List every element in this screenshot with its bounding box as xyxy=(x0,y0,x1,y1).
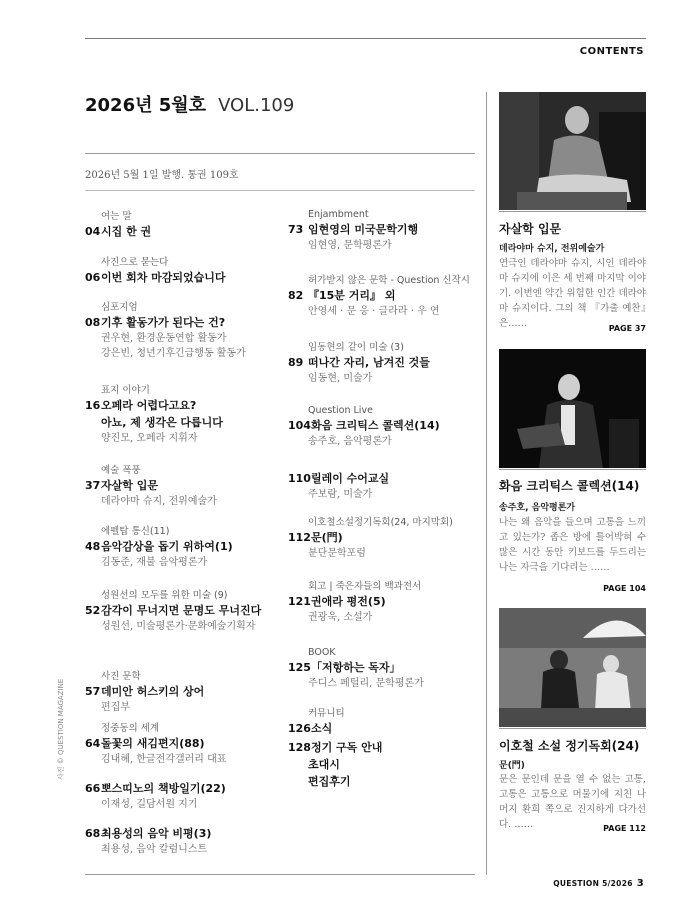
toc-page-number: 08 xyxy=(85,316,101,329)
toc-line xyxy=(288,417,488,434)
toc-page-number: 06 xyxy=(85,271,101,284)
toc-title: 최용성의 음악 비평(3) xyxy=(101,827,212,840)
toc-entry[interactable] xyxy=(288,404,488,449)
toc-entry[interactable] xyxy=(288,516,488,561)
toc-line xyxy=(85,269,285,286)
toc-line xyxy=(288,221,488,238)
toc-category: Question Live xyxy=(308,405,373,416)
toc-category: 허가받지 않은 문학 - Question 신작시 xyxy=(308,275,470,286)
toc-author: 편집부 xyxy=(101,702,130,713)
sidebar-divider xyxy=(486,92,487,875)
toc-author: 이재성, 길담서원 지기 xyxy=(101,799,198,810)
toc-entry[interactable] xyxy=(85,670,285,715)
toc-category: 에펠탑 통신(11) xyxy=(101,526,170,537)
toc-page-number: 82 xyxy=(288,289,304,302)
toc-page-number: 68 xyxy=(85,827,101,840)
toc-author: 임동현, 미술가 xyxy=(308,373,373,384)
toc-entry[interactable] xyxy=(288,707,488,737)
toc-title: 시집 한 권 xyxy=(101,225,152,238)
toc-category: 표지 이야기 xyxy=(101,385,150,396)
top-rule xyxy=(85,38,646,39)
toc-entry[interactable] xyxy=(85,464,285,509)
toc-line xyxy=(288,593,488,610)
feature-photo-terayama xyxy=(499,92,646,210)
toc-title: 음악감상을 돕기 위하여(1) xyxy=(101,540,233,553)
toc-page-number: 126 xyxy=(288,722,311,735)
toc-page-number: 66 xyxy=(85,782,101,795)
toc-line xyxy=(85,683,285,700)
toc-line xyxy=(288,739,488,756)
toc-page-number: 125 xyxy=(288,661,311,674)
toc-entry[interactable] xyxy=(288,580,488,625)
toc-line xyxy=(85,735,285,752)
toc-extra-title: 편집후기 xyxy=(308,775,351,788)
toc-author: 김내혜, 한글전각갤러리 대표 xyxy=(101,754,227,765)
feature-photo-reading xyxy=(499,608,646,727)
toc-page-number: 104 xyxy=(288,419,311,432)
toc-entry[interactable] xyxy=(85,722,285,767)
feature2-title: 화음 크리틱스 콜렉션(14) xyxy=(499,479,640,493)
toc-entry[interactable] xyxy=(288,739,488,790)
feature2-page: PAGE 104 xyxy=(603,584,646,593)
toc-entry[interactable] xyxy=(85,589,285,634)
toc-line xyxy=(288,659,488,676)
issue-title xyxy=(85,91,294,117)
toc-category: 정중동의 세계 xyxy=(101,723,160,734)
toc-title: 감각이 무너지면 문명도 무너진다 xyxy=(101,604,262,617)
toc-subtitle: 아뇨, 제 생각은 다릅니다 xyxy=(101,416,223,429)
toc-page-number: 57 xyxy=(85,685,101,698)
toc-title: 『15분 거리』 외 xyxy=(308,289,396,302)
toc-title: 데미안 허스키의 상어 xyxy=(101,685,205,698)
toc-page-number: 73 xyxy=(288,223,304,236)
toc-category: 사진으로 묻는다 xyxy=(101,257,169,268)
toc-author: 임현영, 문학평론가 xyxy=(308,240,392,251)
toc-author: 주디스 페털리, 문학평론가 xyxy=(308,678,424,689)
photo-seated-man-icon xyxy=(499,92,646,210)
toc-category: 사진 문학 xyxy=(101,671,141,682)
feature3-rule xyxy=(499,728,646,729)
toc-line xyxy=(85,825,285,842)
toc-category: 여는 말 xyxy=(101,211,132,222)
toc-entry[interactable] xyxy=(288,646,488,691)
toc-page-number: 121 xyxy=(288,595,311,608)
feature2-author: 송주호, 음악평론가 xyxy=(499,503,576,513)
toc-author: 강은빈, 청년기후긴급행동 활동가 xyxy=(101,348,246,359)
toc-entry[interactable] xyxy=(288,470,488,502)
toc-title: 임현영의 미국문학기행 xyxy=(308,223,419,236)
toc-entry[interactable] xyxy=(85,210,285,240)
feature-photo-concert xyxy=(499,349,646,468)
toc-title: 자살학 입문 xyxy=(101,479,158,492)
toc-page-number: 128 xyxy=(288,741,311,754)
photo-umbrella-group-icon xyxy=(499,608,646,727)
publication-info: 2026년 5월 1일 발행. 통권 109호 xyxy=(85,170,239,181)
feature1-page: PAGE 37 xyxy=(608,324,646,333)
toc-page-number: 16 xyxy=(85,399,101,412)
toc-author: 권우현, 환경운동연합 활동가 xyxy=(101,333,227,344)
feature3-page: PAGE 112 xyxy=(603,824,646,833)
toc-title: 릴레이 수어교실 xyxy=(310,472,390,485)
toc-entry[interactable] xyxy=(85,780,285,812)
toc-author: 데라야마 슈지, 전위예술가 xyxy=(101,496,217,507)
toc-page-number: 37 xyxy=(85,479,101,492)
toc-line xyxy=(85,397,285,414)
contents-label: CONTENTS xyxy=(579,46,644,57)
toc-author: 양진모, 오페라 지휘자 xyxy=(101,433,198,444)
feature2-body: 나는 왜 음악을 들으며 고통을 느끼고 있는가? 좁은 방에 틀어박혀 수많은 시간 동안 키보드를 두드리는 나는 자극을 기다리는 …… xyxy=(499,517,646,573)
toc-category: 커뮤니티 xyxy=(308,708,345,719)
pubinfo-rule xyxy=(85,190,475,191)
toc-title: 오페라 어렵다고요? xyxy=(101,399,197,412)
toc-entry[interactable] xyxy=(288,341,488,386)
toc-author: 송주호, 음악평론가 xyxy=(308,436,392,447)
footer-magazine: QUESTION 5/2026 xyxy=(553,879,633,888)
toc-title: 권애라 평전(5) xyxy=(310,595,386,608)
toc-category: 예술 폭풍 xyxy=(101,465,141,476)
toc-author: 권광욱, 소설가 xyxy=(308,612,373,623)
toc-category: 회고 | 죽은자들의 백과전서 xyxy=(308,581,422,592)
toc-page-number: 112 xyxy=(288,531,311,544)
bottom-rule xyxy=(85,874,475,875)
feature3-body: 문은 문인데 문을 열 수 없는 고통, 고통은 고통으로 머물기에 지친 나머지 환희 쪽으로 진지하게 다가선다. …… xyxy=(499,774,646,830)
toc-page-number: 110 xyxy=(288,472,311,485)
toc-title: 떠나간 자리, 남겨진 것들 xyxy=(308,356,430,369)
toc-title: 문(門) xyxy=(310,531,343,544)
toc-line xyxy=(85,780,285,797)
feature2-rule xyxy=(499,469,646,470)
toc-title: 소식 xyxy=(310,722,333,735)
photo-speaker-icon xyxy=(499,349,646,468)
issue-volume: VOL.109 xyxy=(218,95,295,116)
toc-title: 정기 구독 안내 xyxy=(310,741,383,754)
photo-credit: 사진 © QUESTION MAGAZINE xyxy=(57,678,65,780)
toc-category: BOOK xyxy=(308,647,336,658)
toc-category: 심포지엄 xyxy=(101,302,138,313)
toc-page-number: 89 xyxy=(288,356,304,369)
toc-line xyxy=(288,529,488,546)
toc-page-number: 64 xyxy=(85,737,101,750)
feature1-author: 데라야마 슈지, 전위예술가 xyxy=(499,244,605,254)
toc-author: 분단문학포럼 xyxy=(308,548,366,559)
toc-entry[interactable] xyxy=(85,384,285,446)
toc-line xyxy=(85,602,285,619)
toc-entry[interactable] xyxy=(85,825,285,857)
feature3-author: 문(門) xyxy=(499,761,525,771)
feature3-title: 이호철 소설 정기독회(24) xyxy=(499,739,640,753)
toc-line xyxy=(85,538,285,555)
toc-author: 안영세 · 문 응 · 글라라 · 우 연 xyxy=(308,306,440,317)
toc-author: 김동준, 재불 음악평론가 xyxy=(101,557,208,568)
toc-title: 「저항하는 독자」 xyxy=(310,661,401,674)
toc-page-number: 48 xyxy=(85,540,101,553)
toc-author: 성원선, 미술평론가·문화예술기획자 xyxy=(101,621,256,632)
page-footer xyxy=(553,878,644,889)
toc-category: Enjambment xyxy=(308,209,369,220)
toc-title: 뽀스띠노의 책방일기(22) xyxy=(101,782,226,795)
toc-category: 임동현의 같이 미술 (3) xyxy=(308,342,404,353)
toc-entry[interactable] xyxy=(288,274,488,319)
toc-line xyxy=(288,287,488,304)
toc-author: 주보람, 미술가 xyxy=(308,489,373,500)
toc-category: 성원선의 모두를 위한 미술 (9) xyxy=(101,590,228,601)
toc-category: 이호철소설정기독회(24, 마지막회) xyxy=(308,517,453,528)
toc-line xyxy=(85,477,285,494)
toc-title: 기후 활동가가 된다는 건? xyxy=(101,316,226,329)
toc-entry[interactable] xyxy=(288,208,488,253)
toc-title: 이번 회차 마감되었습니다 xyxy=(101,271,226,284)
toc-page-number: 52 xyxy=(85,604,101,617)
toc-entry[interactable] xyxy=(85,256,285,286)
toc-line xyxy=(85,223,285,240)
toc-extra-title: 초대시 xyxy=(308,758,340,771)
page-number: 3 xyxy=(636,878,644,889)
toc-entry[interactable] xyxy=(85,525,285,570)
toc-line xyxy=(288,470,488,487)
toc-line xyxy=(288,720,488,737)
toc-page-number: 04 xyxy=(85,225,101,238)
feature1-rule xyxy=(499,211,646,212)
feature1-title: 자살학 입문 xyxy=(499,222,562,236)
toc-title: 돌꽃의 새김편지(88) xyxy=(101,737,205,750)
issue-date: 2026년 5월호 xyxy=(85,95,207,116)
toc-author: 최용성, 음악 칼럼니스트 xyxy=(101,844,208,855)
toc-line xyxy=(288,354,488,371)
toc-entry[interactable] xyxy=(85,301,285,361)
title-rule xyxy=(85,153,475,154)
feature1-body: 연극인 데라야마 슈지, 시인 데라야마 슈지에 이은 세 번째 마지막 이야기. 이번엔 약간 위험한 인간 데라야마 슈지이다. 그의 책 『가출 예찬』은…… xyxy=(499,258,646,329)
toc-title: 화음 크리틱스 콜렉션(14) xyxy=(310,419,440,432)
toc-line xyxy=(85,314,285,331)
